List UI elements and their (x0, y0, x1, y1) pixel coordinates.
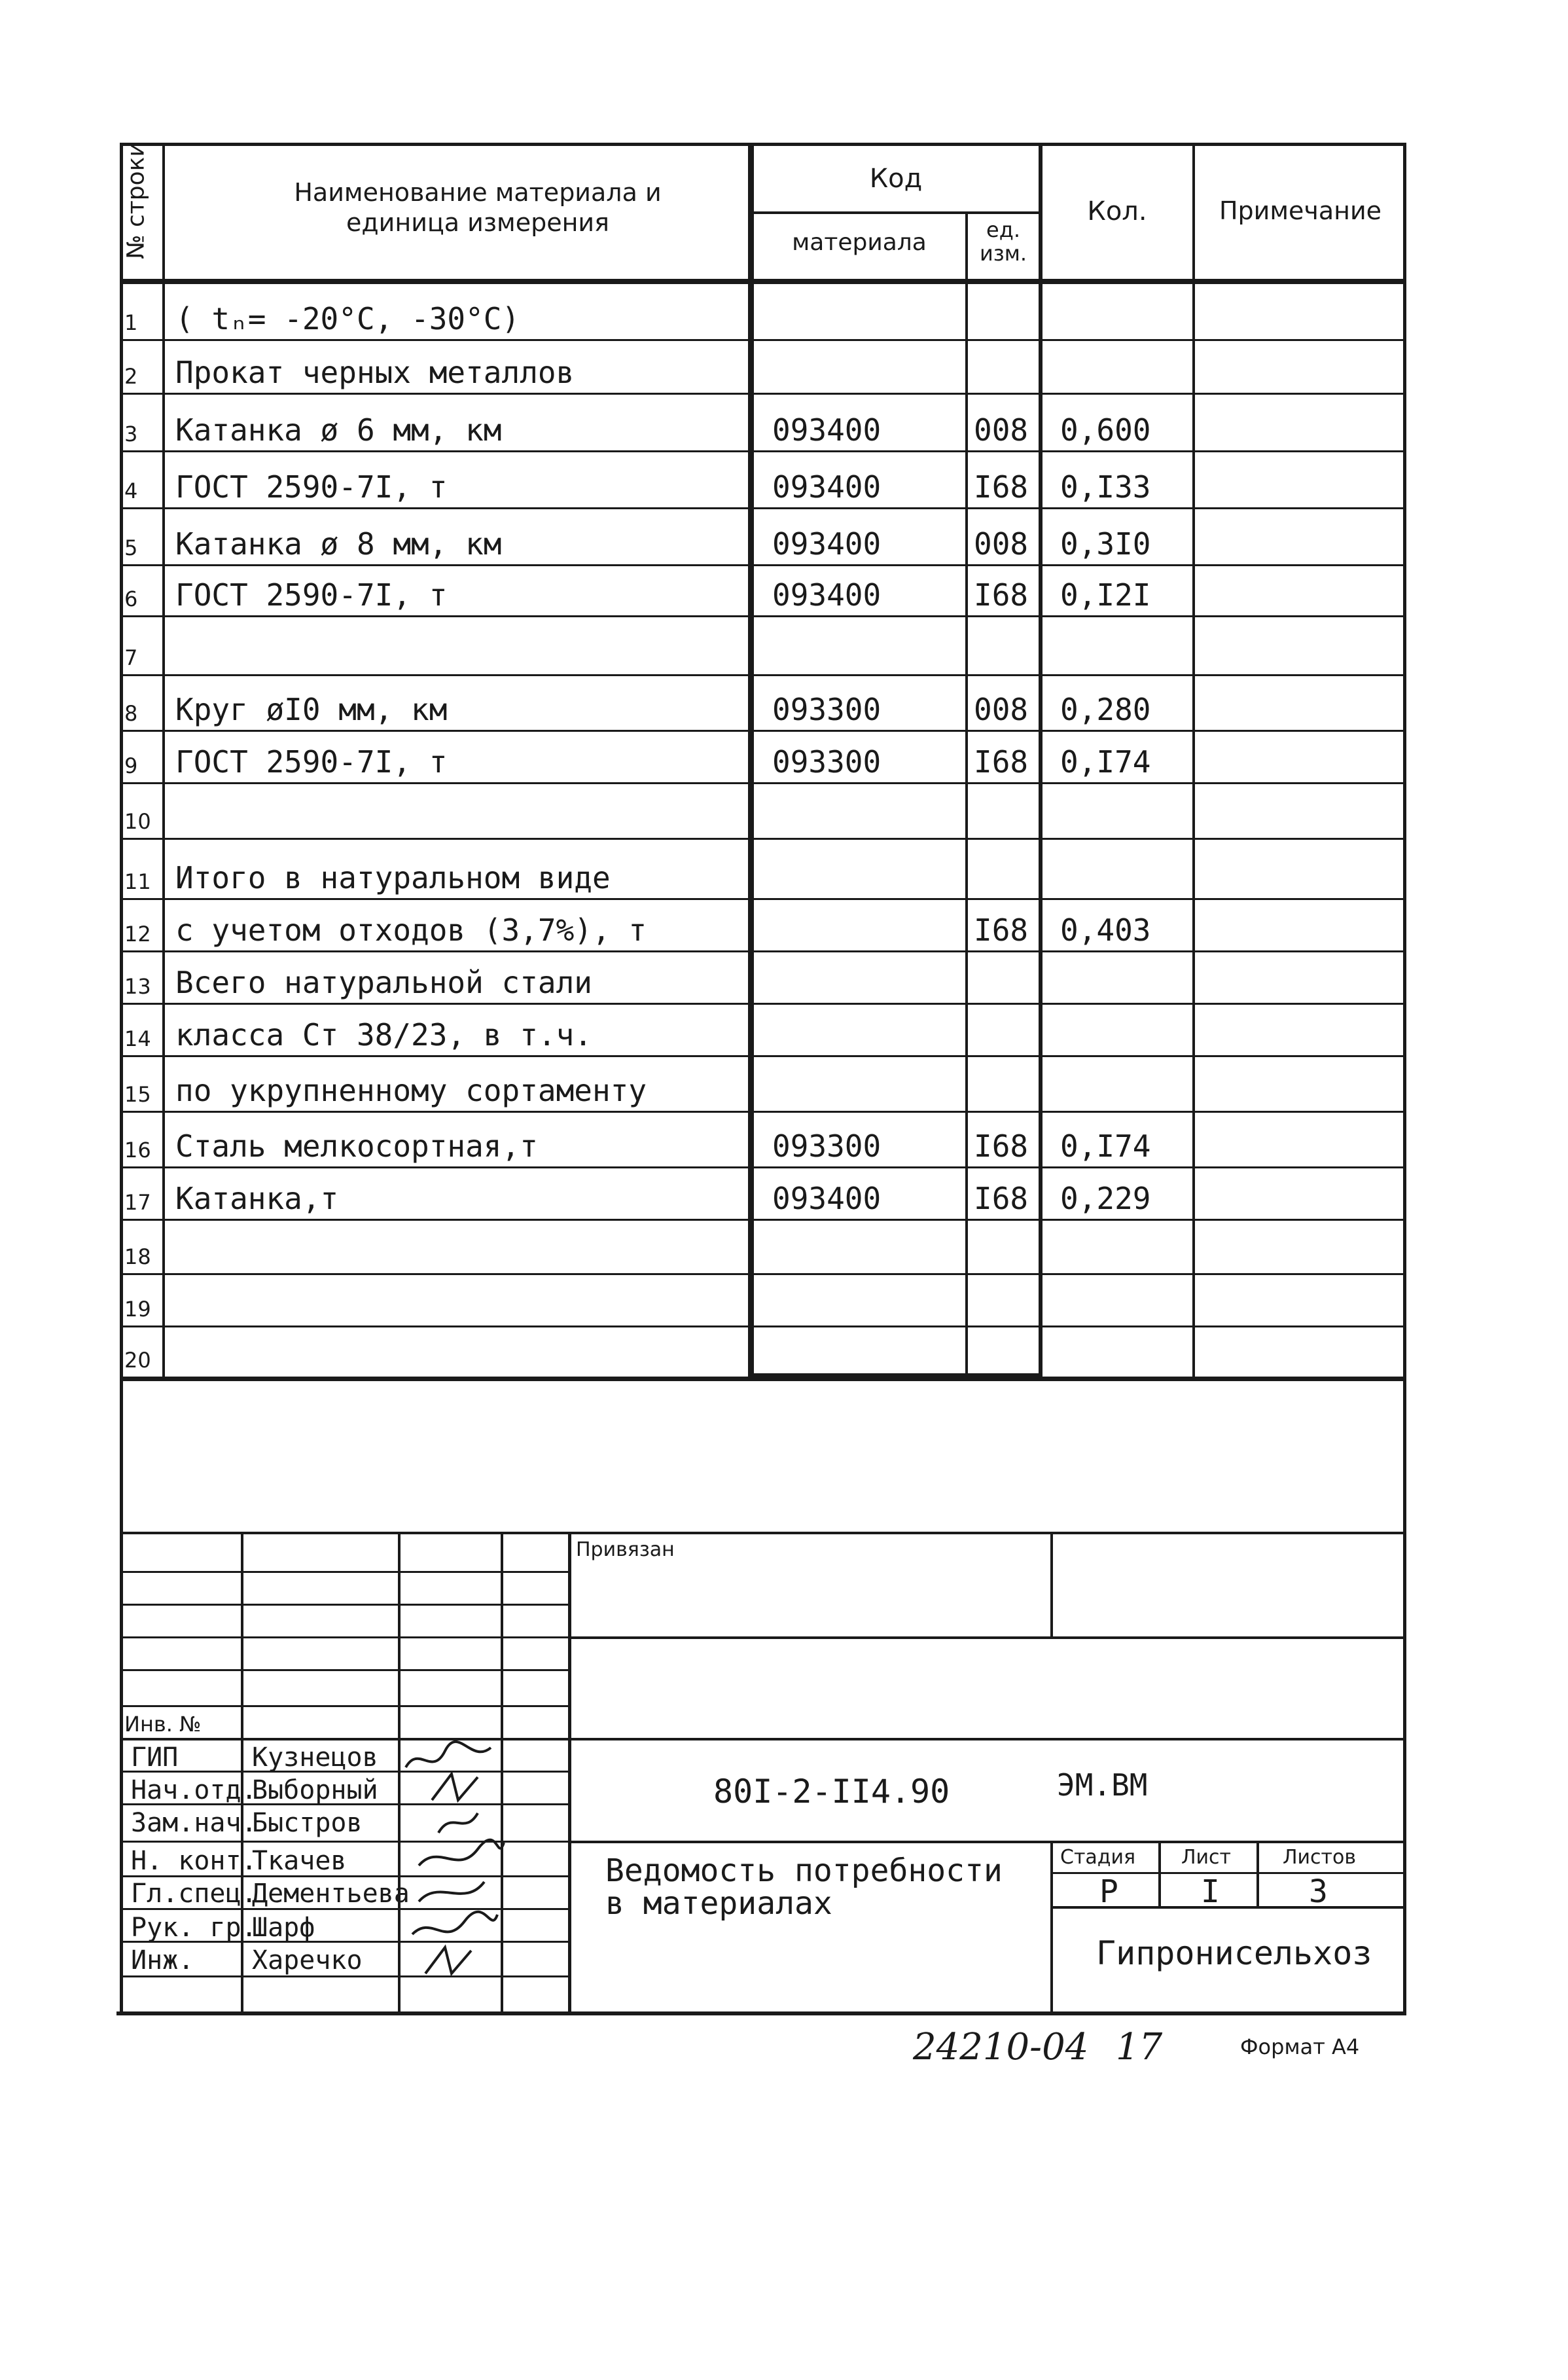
document-title-line1: Ведомость потребности (605, 1852, 1003, 1889)
unit-code: I68 (974, 744, 1029, 780)
quantity: 0,I33 (1060, 469, 1151, 505)
format-label: Формат А4 (1240, 2034, 1360, 2059)
row-number-header: № строки (122, 141, 150, 259)
signatory-name: Харечко (252, 1945, 363, 1975)
handwritten-number: 24210-04 (913, 2026, 1089, 2068)
organization-name: Гипронисельхоз (1096, 1934, 1372, 1972)
signatory-name: Кузнецов (252, 1742, 378, 1773)
material-name: Итого в натуральном виде (175, 860, 611, 895)
unit-code: I68 (974, 912, 1029, 948)
row-number: 8 (124, 701, 138, 726)
stage-value: Р (1099, 1873, 1118, 1910)
quantity: 0,403 (1060, 912, 1151, 948)
sheets-value: 3 (1309, 1873, 1328, 1910)
material-code: 093400 (772, 412, 882, 448)
material-name: ГОСТ 2590-7I, т (175, 469, 448, 505)
row-number: 4 (124, 478, 138, 503)
quantity: 0,229 (1060, 1181, 1151, 1216)
unit-header-line2: изм. (979, 241, 1027, 266)
quantity: 0,3I0 (1060, 526, 1151, 562)
material-code: 093400 (772, 577, 882, 613)
inventory-label: Инв. № (124, 1712, 202, 1737)
row-number: 1 (124, 310, 138, 335)
unit-code: 008 (974, 412, 1029, 448)
signatory-name: Ткачев (252, 1846, 347, 1876)
material-name: ( tₙ= -20°C, -30°C) (175, 301, 520, 336)
material-name: ГОСТ 2590-7I, т (175, 744, 448, 780)
unit-code: I68 (974, 469, 1029, 505)
row-number: 18 (124, 1244, 151, 1269)
material-code: 093400 (772, 1181, 882, 1216)
signatory-name: Быстров (252, 1808, 363, 1838)
signature-marks (393, 1738, 524, 2013)
row-number: 19 (124, 1297, 151, 1322)
sheet-label: Лист (1181, 1846, 1232, 1869)
quantity: 0,I74 (1060, 1128, 1151, 1164)
material-code: 093300 (772, 692, 882, 727)
code-header: Код (869, 164, 923, 194)
signatory-role: ГИП (131, 1742, 179, 1773)
quantity: 0,280 (1060, 692, 1151, 727)
unit-code: I68 (974, 1181, 1029, 1216)
quantity: 0,I2I (1060, 577, 1151, 613)
material-name: Сталь мелкосортная,т (175, 1128, 538, 1164)
document-code: 80I-2-II4.90 (713, 1773, 950, 1811)
material-name: ГОСТ 2590-7I, т (175, 577, 448, 613)
material-name: Прокат черных металлов (175, 355, 575, 390)
signatory-role: Н. конт. (131, 1846, 257, 1876)
material-name: Всего натуральной стали (175, 965, 592, 1000)
signatory-role: Зам.нач. (131, 1808, 257, 1838)
signatory-name: Дементьева (252, 1879, 410, 1909)
unit-code: 008 (974, 526, 1029, 562)
material-name: Круг øI0 мм, км (175, 692, 448, 727)
quantity: 0,600 (1060, 412, 1151, 448)
row-number: 14 (124, 1026, 151, 1051)
row-number: 20 (124, 1348, 151, 1373)
row-number: 5 (124, 535, 138, 560)
unit-code: I68 (974, 577, 1029, 613)
signatory-name: Выборный (252, 1775, 378, 1805)
row-number: 9 (124, 753, 138, 778)
material-code-header: материала (792, 229, 927, 256)
material-code: 093300 (772, 744, 882, 780)
name-header-line1: Наименование материала и (294, 178, 662, 207)
quantity-header: Кол. (1087, 196, 1147, 226)
sheets-label: Листов (1283, 1846, 1357, 1869)
stage-label: Стадия (1060, 1846, 1136, 1869)
unit-code: I68 (974, 1128, 1029, 1164)
signatory-role: Инж. (131, 1945, 194, 1975)
unit-header-line1: ед. (986, 217, 1020, 242)
material-name: Катанка ø 6 мм, км (175, 412, 502, 448)
material-code: 093400 (772, 526, 882, 562)
row-number: 13 (124, 974, 151, 999)
row-number: 3 (124, 422, 138, 446)
name-header-line2: единица измерения (346, 208, 609, 237)
row-number: 17 (124, 1190, 151, 1215)
material-name: с учетом отходов (3,7%), т (175, 912, 647, 948)
signatory-role: Гл.спец. (131, 1879, 257, 1909)
row-number: 7 (124, 645, 138, 670)
signatory-role: Нач.отд. (131, 1775, 257, 1805)
page-mark: 17 (1116, 2026, 1163, 2068)
signatory-name: Шарф (252, 1913, 315, 1943)
note-header: Примечание (1219, 196, 1382, 225)
material-name: Катанка,т (175, 1181, 339, 1216)
row-number: 12 (124, 922, 151, 947)
row-number: 6 (124, 586, 138, 611)
row-number: 16 (124, 1138, 151, 1163)
material-code: 093300 (772, 1128, 882, 1164)
material-name: Катанка ø 8 мм, км (175, 526, 502, 562)
material-name: по укрупненному сортаменту (175, 1073, 647, 1108)
material-name: класса Ст 38/23, в т.ч. (175, 1017, 592, 1053)
row-number: 11 (124, 869, 151, 894)
row-number: 2 (124, 364, 138, 389)
quantity: 0,I74 (1060, 744, 1151, 780)
attached-label: Привязан (576, 1538, 675, 1561)
signatory-role: Рук. гр. (131, 1913, 257, 1943)
material-code: 093400 (772, 469, 882, 505)
unit-code: 008 (974, 692, 1029, 727)
row-number: 10 (124, 809, 151, 834)
sheet-value: I (1201, 1873, 1220, 1910)
row-number: 15 (124, 1082, 151, 1107)
document-mark: ЭМ.ВМ (1057, 1767, 1148, 1803)
document-title-line2: в материалах (605, 1885, 832, 1922)
